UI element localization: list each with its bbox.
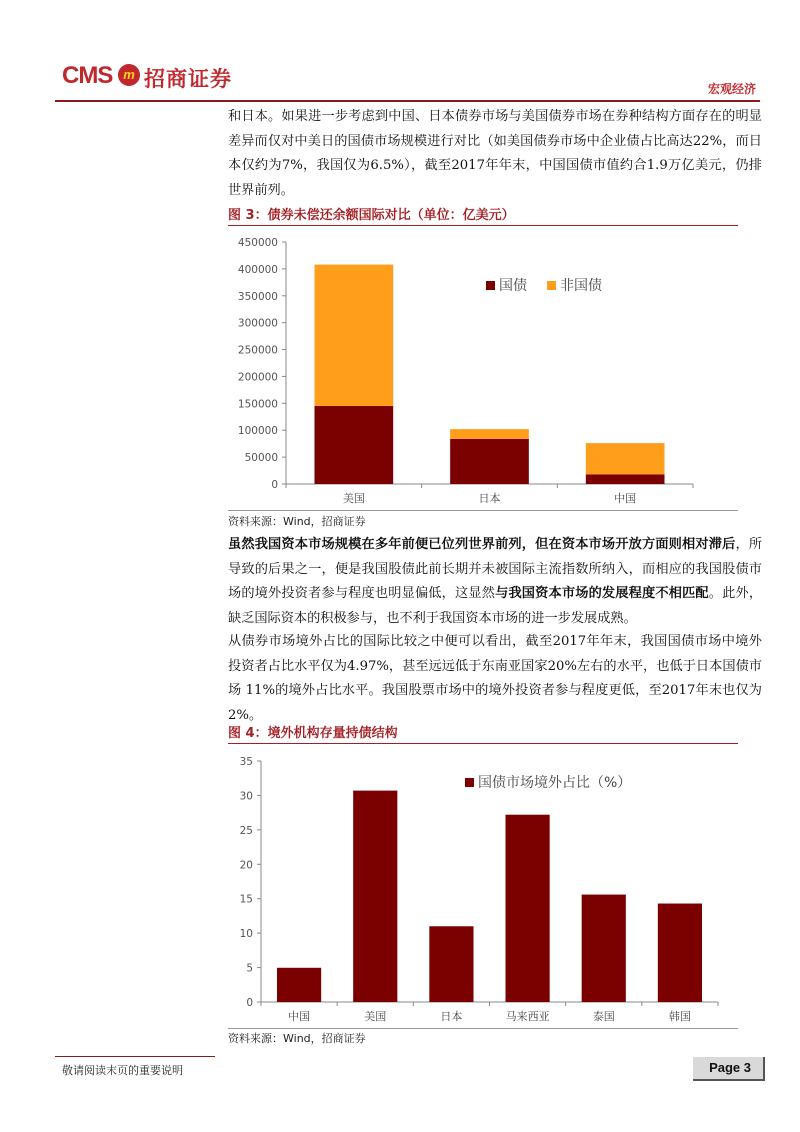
chart3-bar <box>314 265 393 406</box>
chart4-y-tick-label: 10 <box>239 928 253 941</box>
paragraph-2-text-2: 。此外，缺乏国际资本的积极参与，也不利于我国资本市场的进一步发展成熟。 <box>228 586 763 626</box>
paragraph-2 <box>228 533 762 631</box>
chart3-bar <box>586 474 665 484</box>
chart4-x-tick-label: 美国 <box>364 1010 387 1023</box>
chart3-x-tick-label: 美国 <box>342 492 365 505</box>
chart3-bar <box>314 406 393 484</box>
chart4-bar <box>658 904 702 1002</box>
logo-emblem-icon: m <box>118 64 140 86</box>
chart3-legend-label: 国债 <box>499 278 527 294</box>
paragraph-1: 和日本。如果进一步考虑到中国、日本债券市场与美国债券市场在券种结构方面存在的明显差异而仅对中美日的国债市场规模进行对比（如美国债券市场中企业债占比高达22%，而日本仅约为7%，我国仅为6.5%），截至2017年年末，中国国债市值约合1.9万亿美元，仍排世界前列。 <box>228 109 762 198</box>
chart3-bar <box>586 443 665 474</box>
figure-3-frame <box>228 226 738 511</box>
chart4-y-tick-label: 0 <box>246 997 253 1009</box>
chart3-y-tick-label: 450000 <box>237 237 278 249</box>
chart4-bar <box>277 968 321 1002</box>
chart3-bar <box>450 429 529 439</box>
figure-3-source: 资料来源：Wind，招商证券 <box>228 515 366 528</box>
chart4-y-tick-label: 15 <box>239 893 253 906</box>
chart3-y-tick-label: 150000 <box>237 398 278 411</box>
chart3-y-tick-label: 0 <box>271 479 278 491</box>
chart3-bar <box>450 439 529 484</box>
logo <box>62 62 232 92</box>
page-number: Page 3 <box>709 1060 751 1075</box>
paragraph-2-bold-2: 与我国资本市场的发展程度不相匹配 <box>495 586 709 602</box>
figure-3-title: 图 3：债券未偿还余额国际对比（单位：亿美元） <box>228 208 515 223</box>
chart4-x-tick-label: 中国 <box>288 1010 311 1023</box>
chart4-bar <box>505 815 549 1002</box>
header-rule <box>55 100 760 102</box>
logo-chinese: 招商证券 <box>144 67 232 91</box>
chart3-y-tick-label: 350000 <box>237 290 278 303</box>
section-tag: 宏观经济 <box>707 82 756 96</box>
paragraph-2-text-1: ，所导致的后果之一，便是我国股债此前长期并未被国际主流指数所纳入，而相应的我国股债市场的境外投资者参与程度也明显偏低，这显然 <box>228 537 763 602</box>
chart3-x-tick-label: 日本 <box>478 492 501 505</box>
figure-4-title: 图 4：境外机构存量持债结构 <box>228 726 398 741</box>
footer-note: 敬请阅读末页的重要说明 <box>62 1064 183 1077</box>
chart4-x-tick-label: 日本 <box>440 1010 463 1023</box>
chart4-y-tick-label: 20 <box>239 859 253 872</box>
chart4-bar <box>353 791 397 1002</box>
chart4-y-tick-label: 30 <box>239 790 253 803</box>
chart3-y-tick-label: 100000 <box>237 425 278 438</box>
chart3-y-tick-label: 50000 <box>244 452 278 465</box>
chart4-legend-swatch <box>465 778 474 787</box>
figure-4-source: 资料来源：Wind，招商证券 <box>228 1032 366 1045</box>
logo-latin: CMS <box>62 62 113 89</box>
chart4-x-tick-label: 马来西亚 <box>505 1010 550 1023</box>
paragraph-3: 从债券市场境外占比的国际比较之中便可以看出，截至2017年年末，我国国债市场中境外投资者占比水平仅为4.97%，甚至远远低于东南亚国家20%左右的水平，也低于日本国债市场 11%的境外占比水平。我国股票市场中的境外投资者参与程度更低，至2017年末也仅为2%。 <box>228 634 762 723</box>
page-number-box <box>693 1057 765 1081</box>
chart3-legend-swatch <box>486 281 495 290</box>
chart3-legend-swatch <box>547 281 556 290</box>
chart-foreign-holding <box>228 744 738 1028</box>
chart4-bar <box>429 926 473 1002</box>
chart3-legend-label: 非国债 <box>560 278 602 294</box>
chart4-bar <box>582 895 626 1002</box>
chart4-x-tick-label: 韩国 <box>668 1010 691 1023</box>
paragraph-2-bold-1: 虽然我国资本市场规模在多年前便已位列世界前列，但在资本市场开放方面则相对滞后 <box>228 537 736 552</box>
chart4-legend-label: 国债市场境外占比（%） <box>478 775 632 791</box>
chart3-y-tick-label: 200000 <box>237 371 278 384</box>
chart3-y-tick-label: 300000 <box>237 317 278 330</box>
chart4-y-tick-label: 35 <box>239 756 253 768</box>
footer-rule <box>55 1056 215 1057</box>
chart3-y-tick-label: 250000 <box>237 344 278 357</box>
figure-4-frame <box>228 744 738 1029</box>
chart4-y-tick-label: 5 <box>246 962 253 975</box>
chart-bond-outstanding <box>228 226 738 510</box>
chart4-x-tick-label: 泰国 <box>592 1010 615 1023</box>
chart4-y-tick-label: 25 <box>239 824 253 837</box>
chart3-x-tick-label: 中国 <box>614 492 637 505</box>
chart3-y-tick-label: 400000 <box>237 263 278 276</box>
